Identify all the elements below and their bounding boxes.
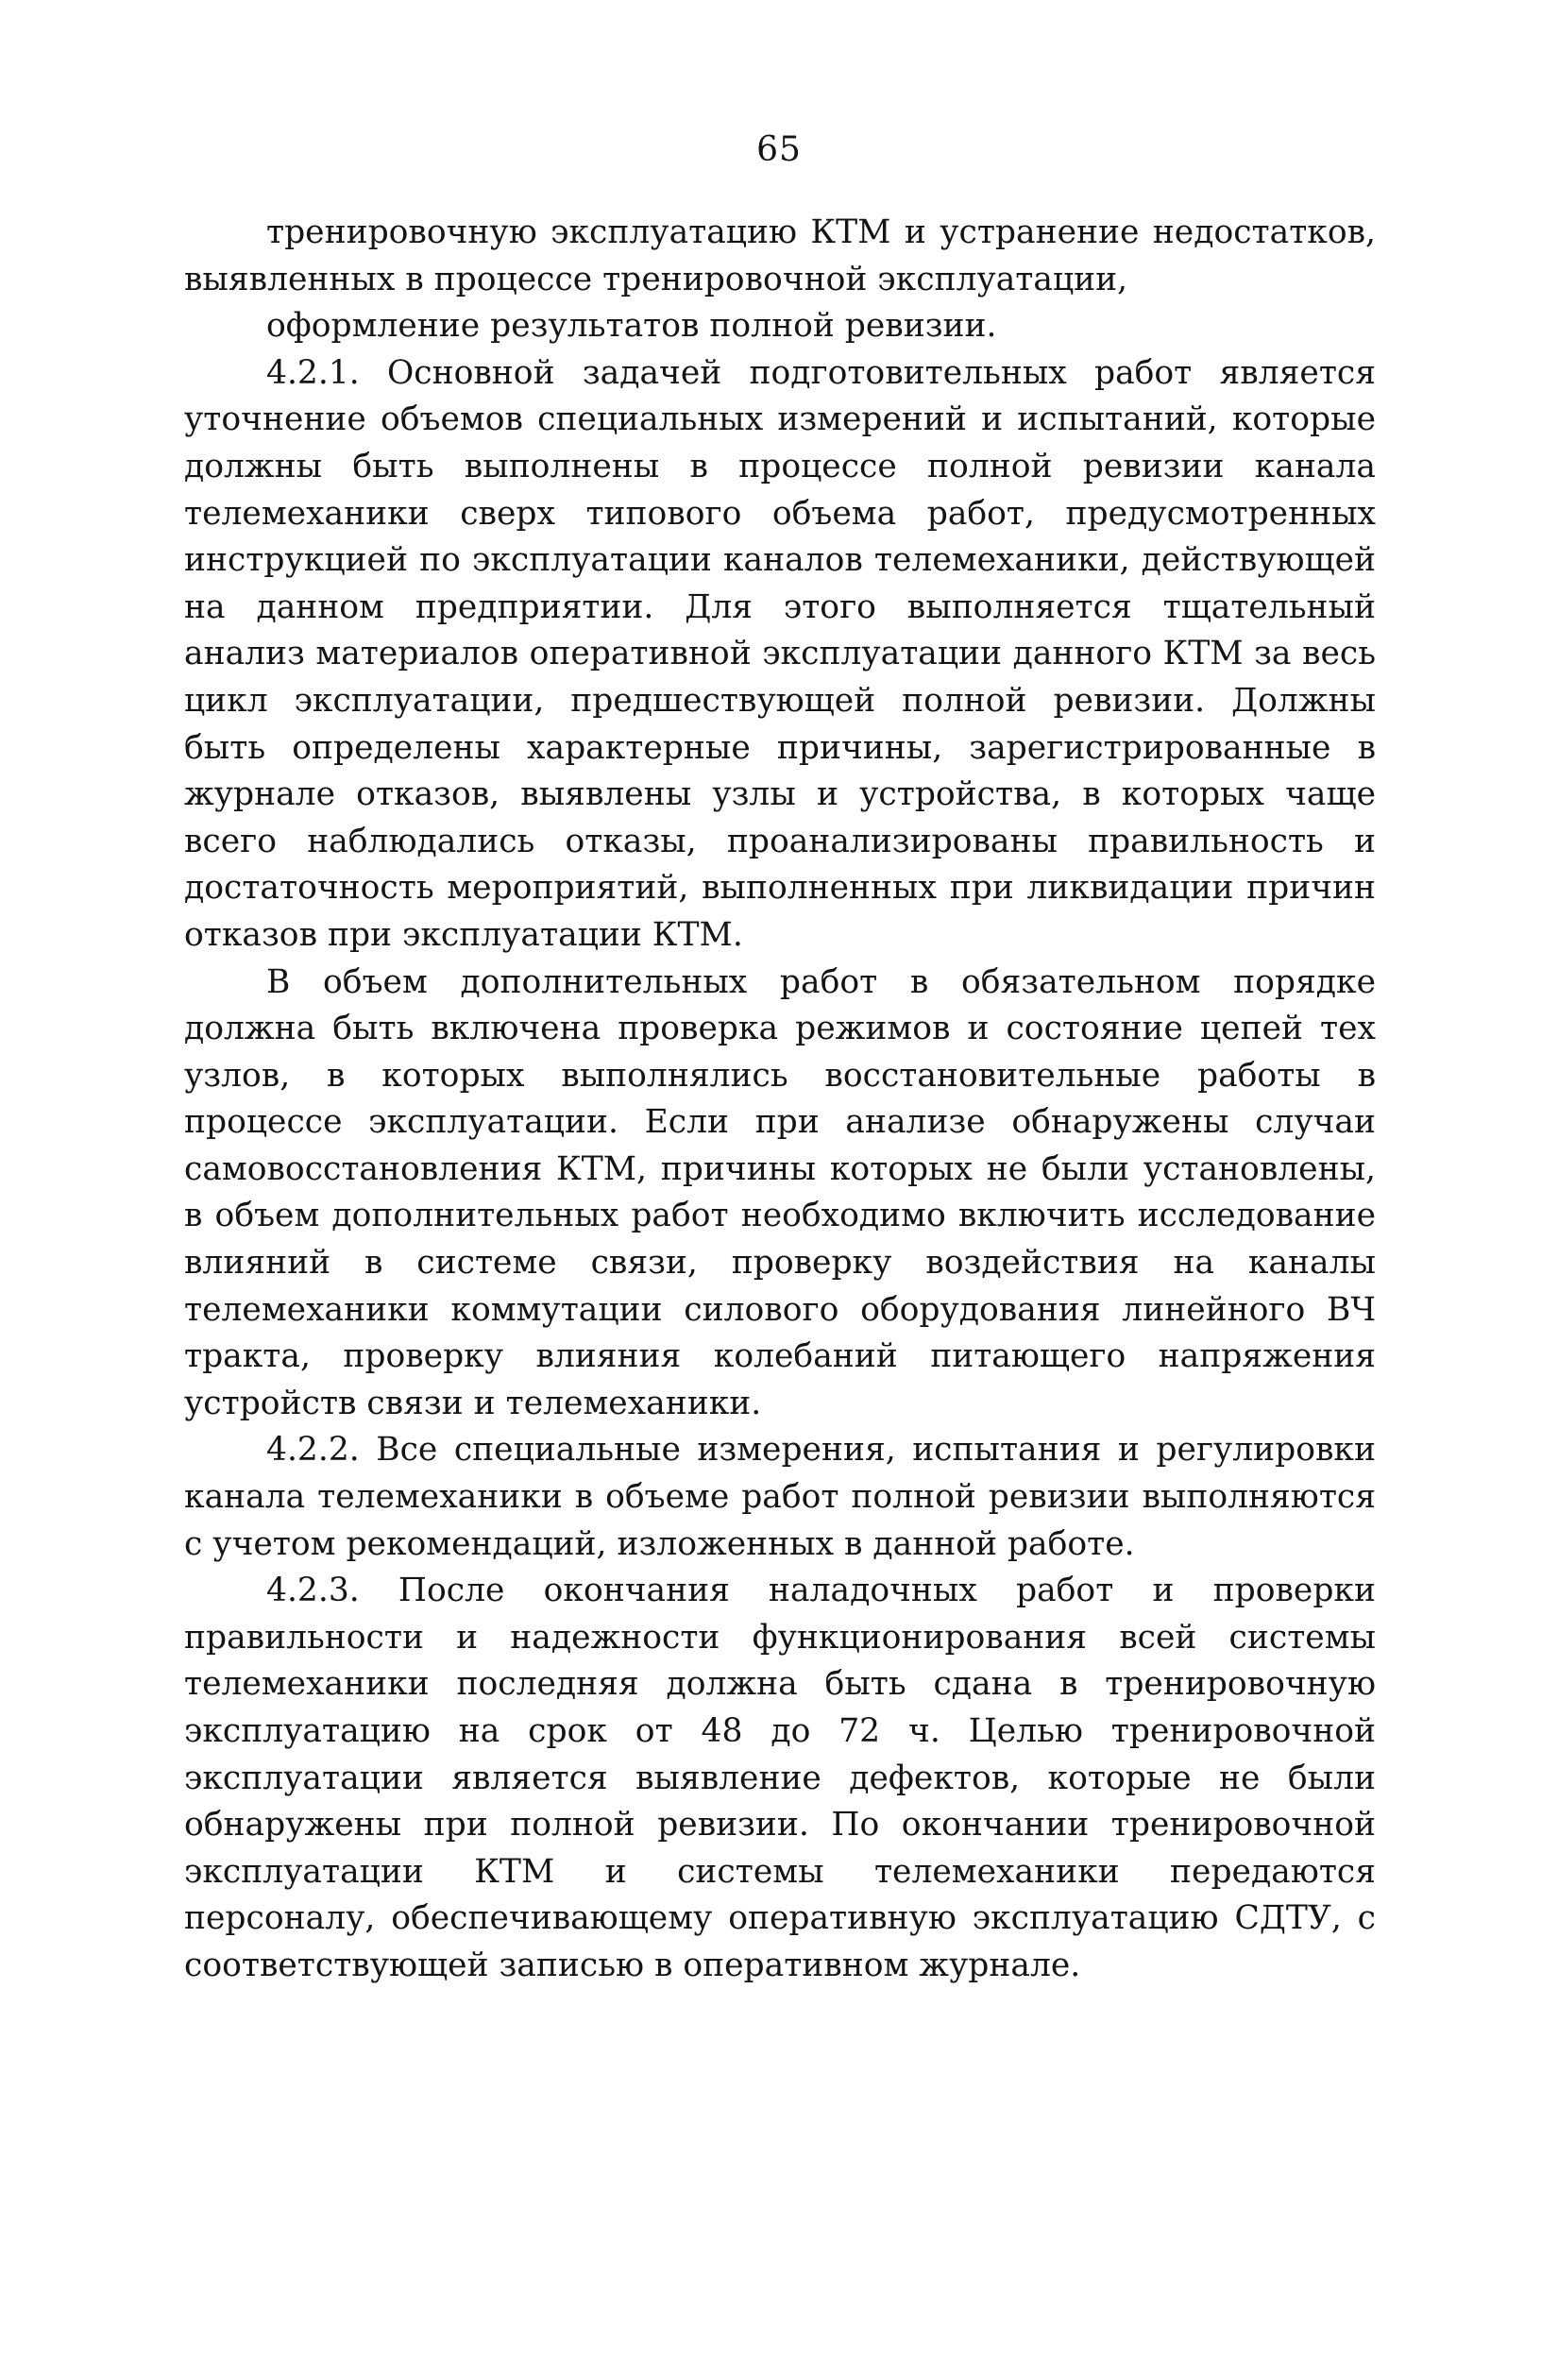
- page-number: 65: [756, 130, 802, 169]
- paragraph-4-2-1: 4.2.1. Основной задачей подготовительных работ является уточнение объемов специальных измерений и испытаний, которые должны быть выполнены в процессе полной ревизии канала телемеханики сверх типового объема работ, предусмотренных инструкцией по эксплуатации каналов телемеханики, действующей на данном предприятии. Для этого выполняется тщательный анализ материалов оперативной эксплуатации данного КТМ за весь цикл эксплуатации, предшествующей полной ревизии. Должны быть определены характерные причины, зарегистрированные в журнале отказов, выявлены узлы и устройства, в которых чаще всего наблюдались отказы, проанализированы правильность и достаточность мероприятий, выполненных при ликвидации причин отказов при эксплуатации КТМ.: [184, 353, 1376, 954]
- paragraph-4-2-2: 4.2.2. Все специальные измерения, испытания и регулировки канала телемеханики в объеме работ полной ревизии выполняются с учетом рекомендаций, изложенных в данной работе.: [184, 1431, 1376, 1563]
- paragraph-1: тренировочную эксплуатацию КТМ и устранение недостатков, выявленных в процессе тренировочной эксплуатации,: [184, 213, 1376, 298]
- paragraph-additional-works: В объем дополнительных работ в обязательном порядке должна быть включена проверка режимов и состояние цепей тех узлов, в которых выполнялись восстановительные работы в процессе эксплуатации. Если при анализе обнаружены случаи самовосстановления КТМ, причины которых не были установлены, в объем дополнительных работ необходимо включить исследование влияний в системе связи, проверку воздействия на каналы телемеханики коммутации силового оборудования линейного ВЧ тракта, проверку влияния колебаний питающего напряжения устройств связи и телемеханики.: [184, 962, 1376, 1422]
- paragraph-2: оформление результатов полной ревизии.: [266, 307, 997, 346]
- body-text: [184, 210, 1376, 1990]
- paragraph-4-2-3: 4.2.3. После окончания наладочных работ и проверки правильности и надежности функционирования всей системы телемеханики последняя должна быть сдана в тренировочную эксплуатацию на срок от 48 до 72 ч. Целью тренировочной эксплуатации является выявление дефектов, которые не были обнаружены при полной ревизии. По окончании тренировочной эксплуатации КТМ и системы телемеханики передаются персоналу, обеспечивающему оперативную эксплуатацию СДТУ, с соответствующей записью в оперативном журнале.: [184, 1572, 1376, 1984]
